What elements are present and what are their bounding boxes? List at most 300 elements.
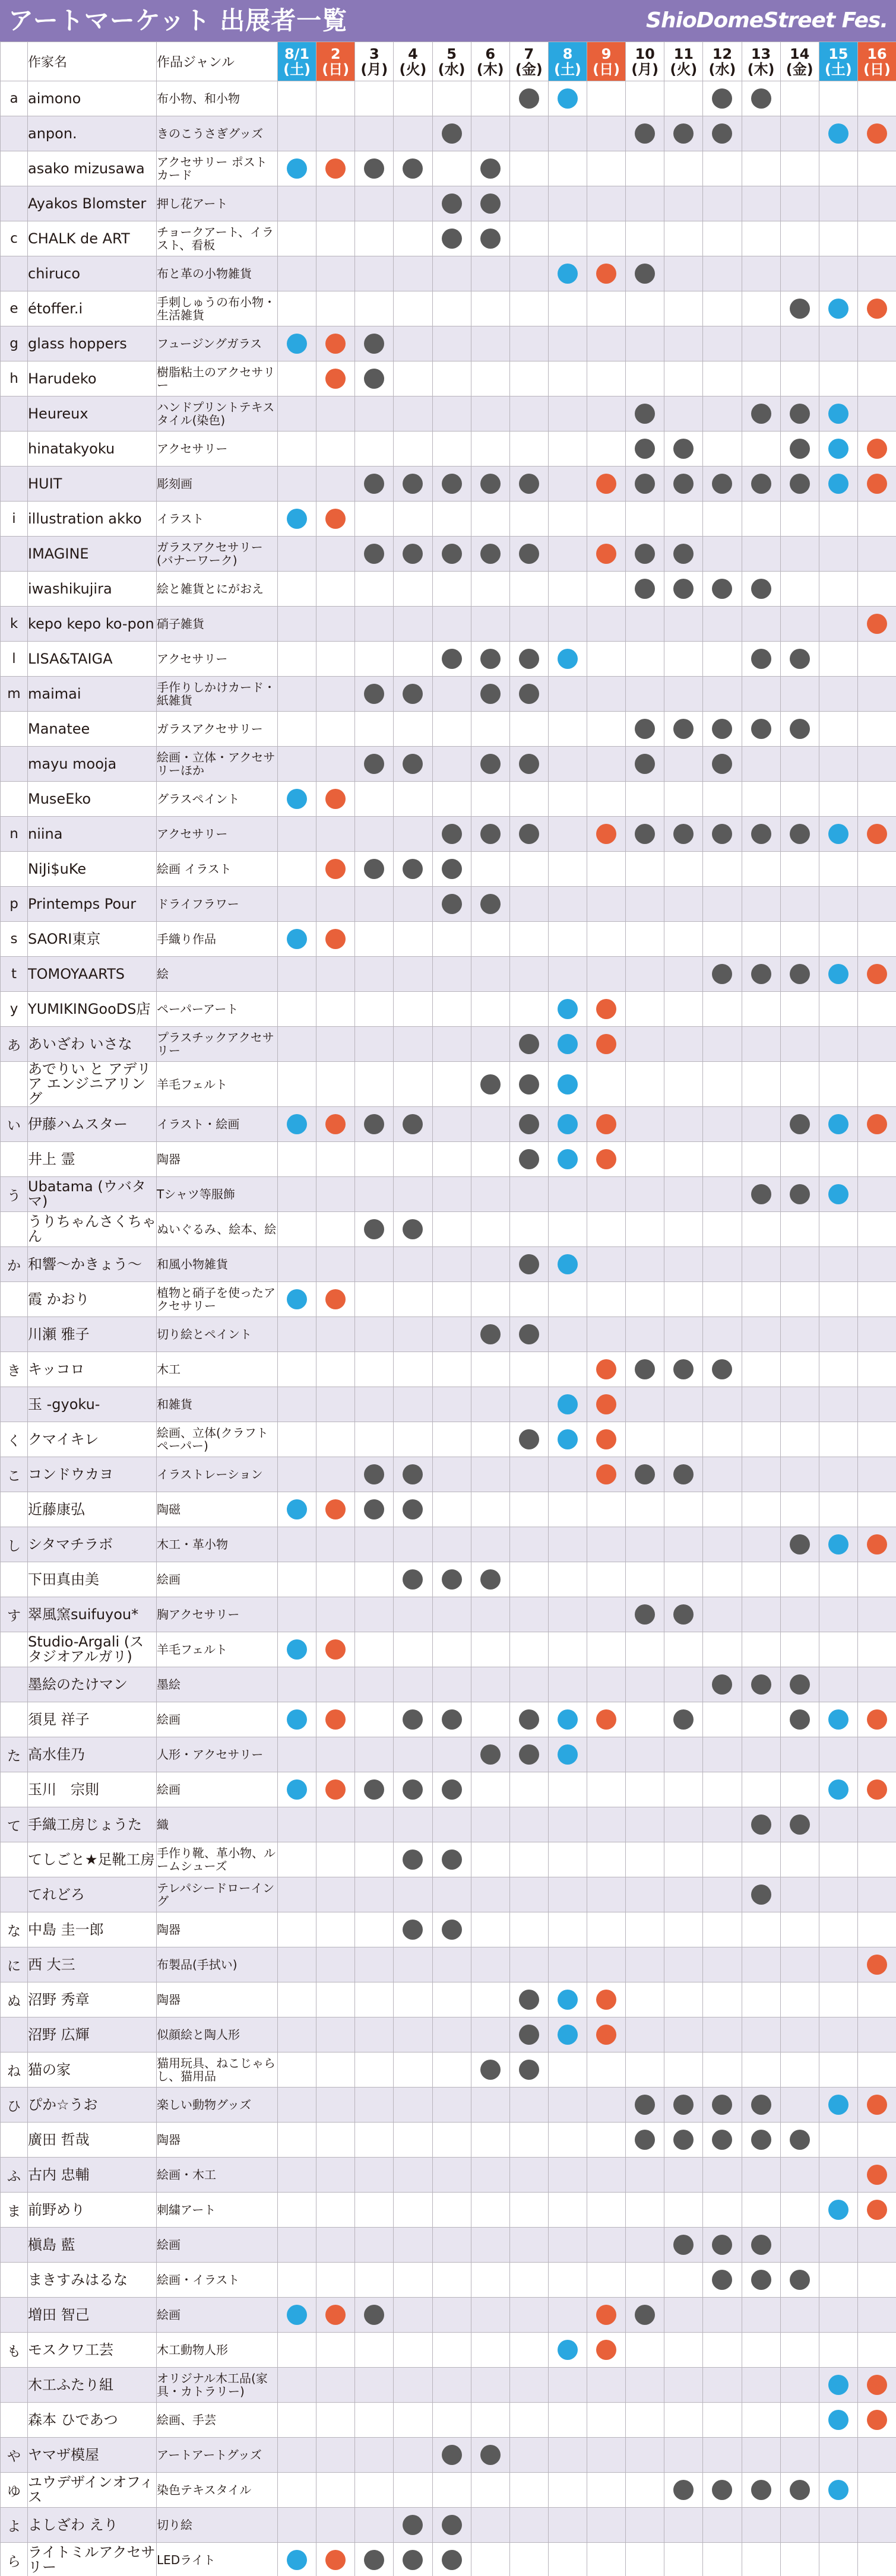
- day-cell: [355, 1527, 394, 1562]
- exhibitor-genre: 木工: [157, 1352, 278, 1387]
- day-cell: [703, 2088, 742, 2123]
- index-letter: [1, 1387, 28, 1422]
- day-cell: [626, 326, 664, 361]
- day-cell: [509, 1492, 548, 1527]
- attendance-dot-icon: [558, 1709, 578, 1730]
- table-row: [1, 572, 896, 607]
- day-cell: [742, 1492, 780, 1527]
- day-cell: [857, 1947, 896, 1982]
- day-weekday: (日): [863, 61, 891, 78]
- day-cell: [394, 1667, 432, 1702]
- exhibitor-genre: 陶器: [157, 2123, 278, 2158]
- day-cell: [742, 326, 780, 361]
- day-cell: [278, 467, 316, 502]
- table-row: [1, 957, 896, 992]
- day-cell: [432, 1212, 471, 1247]
- day-cell: [742, 2473, 780, 2508]
- day-cell: [780, 957, 819, 992]
- attendance-dot-icon: [403, 1920, 423, 1940]
- attendance-dot-icon: [790, 1814, 810, 1835]
- exhibitor-genre: 彫刻画: [157, 467, 278, 502]
- day-cell: [355, 607, 394, 642]
- exhibitor-name: コンドウカヨ: [28, 1457, 157, 1492]
- day-cell: [626, 2543, 664, 2576]
- day-cell: [587, 1142, 626, 1177]
- day-cell: [278, 116, 316, 151]
- day-cell: [394, 2088, 432, 2123]
- day-cell: [548, 2228, 587, 2263]
- exhibitor-name: 須見 祥子: [28, 1702, 157, 1737]
- day-cell: [857, 361, 896, 396]
- day-cell: [780, 1562, 819, 1597]
- exhibitor-genre: 押し花アート: [157, 186, 278, 221]
- day-cell: [626, 1492, 664, 1527]
- day-cell: [509, 2438, 548, 2473]
- day-cell: [278, 1317, 316, 1352]
- attendance-dot-icon: [867, 1955, 887, 1975]
- day-header: [509, 42, 548, 81]
- day-cell: [548, 1247, 587, 1282]
- day-cell: [278, 2052, 316, 2088]
- day-cell: [742, 1142, 780, 1177]
- day-cell: [626, 1062, 664, 1107]
- day-cell: [548, 1877, 587, 1912]
- day-cell: [355, 2052, 394, 2088]
- day-weekday: (木): [476, 61, 504, 78]
- day-cell: [548, 2158, 587, 2193]
- index-letter: ゆ: [1, 2473, 28, 2508]
- day-cell: [355, 186, 394, 221]
- day-cell: [857, 782, 896, 817]
- day-cell: [819, 186, 857, 221]
- day-cell: [703, 887, 742, 922]
- day-cell: [703, 2508, 742, 2543]
- exhibitor-name: 手織工房じょうた: [28, 1807, 157, 1842]
- day-cell: [394, 1912, 432, 1947]
- day-cell: [509, 361, 548, 396]
- index-letter: あ: [1, 1027, 28, 1062]
- day-cell: [742, 1632, 780, 1667]
- exhibitor-genre: 切り絵: [157, 2508, 278, 2543]
- day-cell: [394, 747, 432, 782]
- day-cell: [471, 151, 509, 186]
- day-cell: [626, 1562, 664, 1597]
- attendance-dot-icon: [442, 2445, 462, 2465]
- day-cell: [432, 2193, 471, 2228]
- attendance-dot-icon: [751, 1885, 771, 1905]
- brand-logo: ShioDomeStreet Fes.: [646, 8, 888, 33]
- day-cell: [664, 1352, 703, 1387]
- day-cell: [355, 2017, 394, 2052]
- attendance-dot-icon: [403, 2515, 423, 2535]
- day-cell: [471, 992, 509, 1027]
- index-letter: く: [1, 1422, 28, 1457]
- day-cell: [587, 2543, 626, 2576]
- day-cell: [626, 1387, 664, 1422]
- day-cell: [780, 186, 819, 221]
- index-letter: [1, 1317, 28, 1352]
- day-cell: [432, 1597, 471, 1632]
- exhibitor-genre: ぬいぐるみ、絵本、絵: [157, 1212, 278, 1247]
- day-weekday: (火): [399, 61, 427, 78]
- attendance-dot-icon: [287, 1709, 307, 1730]
- day-cell: [278, 642, 316, 677]
- day-cell: [316, 1317, 355, 1352]
- index-letter: [1, 432, 28, 467]
- index-letter: [1, 396, 28, 432]
- day-cell: [394, 992, 432, 1027]
- day-cell: [742, 1562, 780, 1597]
- exhibitor-genre: ペーパーアート: [157, 992, 278, 1027]
- day-cell: [509, 1422, 548, 1457]
- day-cell: [626, 502, 664, 537]
- day-cell: [780, 2473, 819, 2508]
- day-cell: [703, 1062, 742, 1107]
- day-cell: [471, 887, 509, 922]
- attendance-dot-icon: [673, 2480, 694, 2500]
- index-letter: [1, 1062, 28, 1107]
- day-cell: [394, 1422, 432, 1457]
- day-cell: [587, 396, 626, 432]
- day-cell: [471, 291, 509, 326]
- attendance-dot-icon: [828, 824, 848, 844]
- day-cell: [355, 1912, 394, 1947]
- day-cell: [626, 2228, 664, 2263]
- day-cell: [857, 1527, 896, 1562]
- header-bar: [0, 0, 896, 42]
- day-cell: [509, 992, 548, 1027]
- exhibitor-genre: 絵画: [157, 2228, 278, 2263]
- attendance-dot-icon: [867, 2200, 887, 2220]
- day-cell: [626, 1982, 664, 2017]
- attendance-dot-icon: [442, 2550, 462, 2570]
- day-cell: [664, 2543, 703, 2576]
- day-cell: [819, 1352, 857, 1387]
- day-cell: [509, 1632, 548, 1667]
- day-cell: [471, 782, 509, 817]
- exhibitor-name: ヤマザ模屋: [28, 2438, 157, 2473]
- day-cell: [664, 2438, 703, 2473]
- exhibitor-genre: 陶器: [157, 1142, 278, 1177]
- day-cell: [819, 1027, 857, 1062]
- day-cell: [703, 2368, 742, 2403]
- attendance-dot-icon: [712, 579, 732, 599]
- table-row: [1, 1807, 896, 1842]
- attendance-dot-icon: [751, 474, 771, 494]
- attendance-dot-icon: [287, 509, 307, 529]
- day-cell: [703, 81, 742, 116]
- day-cell: [394, 2263, 432, 2298]
- day-cell: [819, 537, 857, 572]
- exhibitor-genre: 猫用玩具、ねこじゃらし、猫用品: [157, 2052, 278, 2088]
- day-cell: [819, 2193, 857, 2228]
- exhibitor-name: CHALK de ART: [28, 221, 157, 256]
- day-date: 8/1: [284, 45, 310, 62]
- day-cell: [819, 1772, 857, 1807]
- day-cell: [857, 116, 896, 151]
- day-cell: [394, 2543, 432, 2576]
- day-cell: [316, 291, 355, 326]
- day-cell: [742, 887, 780, 922]
- day-cell: [548, 572, 587, 607]
- table-row: [1, 1737, 896, 1772]
- day-cell: [278, 2228, 316, 2263]
- day-cell: [548, 1632, 587, 1667]
- attendance-dot-icon: [867, 439, 887, 459]
- exhibitor-genre: 絵画: [157, 1772, 278, 1807]
- attendance-dot-icon: [790, 439, 810, 459]
- day-cell: [587, 1737, 626, 1772]
- day-cell: [587, 2438, 626, 2473]
- day-cell: [664, 2193, 703, 2228]
- day-cell: [471, 572, 509, 607]
- day-cell: [664, 1107, 703, 1142]
- attendance-dot-icon: [364, 1219, 384, 1239]
- day-cell: [278, 1062, 316, 1107]
- day-cell: [394, 922, 432, 957]
- day-cell: [509, 887, 548, 922]
- attendance-dot-icon: [442, 859, 462, 879]
- index-letter: [1, 782, 28, 817]
- day-cell: [509, 2543, 548, 2576]
- day-cell: [394, 2193, 432, 2228]
- day-cell: [857, 1982, 896, 2017]
- day-header: [587, 42, 626, 81]
- attendance-dot-icon: [596, 1464, 616, 1484]
- day-cell: [355, 256, 394, 291]
- table-row: [1, 2368, 896, 2403]
- day-cell: [278, 1387, 316, 1422]
- day-cell: [587, 1317, 626, 1352]
- day-cell: [548, 467, 587, 502]
- attendance-dot-icon: [673, 1359, 694, 1379]
- day-cell: [394, 852, 432, 887]
- day-cell: [432, 2017, 471, 2052]
- day-cell: [587, 782, 626, 817]
- day-cell: [471, 1457, 509, 1492]
- day-cell: [780, 326, 819, 361]
- day-cell: [703, 361, 742, 396]
- attendance-dot-icon: [442, 1569, 462, 1590]
- day-cell: [626, 151, 664, 186]
- day-cell: [742, 677, 780, 712]
- day-cell: [394, 642, 432, 677]
- day-cell: [819, 1387, 857, 1422]
- attendance-dot-icon: [325, 509, 346, 529]
- day-cell: [626, 1597, 664, 1632]
- attendance-dot-icon: [867, 474, 887, 494]
- exhibitor-name: 西 大三: [28, 1947, 157, 1982]
- day-cell: [819, 2017, 857, 2052]
- day-cell: [587, 2017, 626, 2052]
- attendance-dot-icon: [673, 2130, 694, 2150]
- day-cell: [626, 1807, 664, 1842]
- day-cell: [471, 1282, 509, 1317]
- attendance-dot-icon: [480, 824, 501, 844]
- table-header-row: [1, 42, 896, 81]
- day-cell: [355, 432, 394, 467]
- attendance-dot-icon: [596, 2305, 616, 2325]
- day-cell: [626, 2403, 664, 2438]
- day-cell: [471, 1632, 509, 1667]
- day-cell: [394, 1947, 432, 1982]
- day-cell: [278, 186, 316, 221]
- day-cell: [471, 537, 509, 572]
- day-cell: [316, 467, 355, 502]
- attendance-dot-icon: [519, 2025, 539, 2045]
- attendance-dot-icon: [596, 1034, 616, 1054]
- day-cell: [509, 2403, 548, 2438]
- attendance-dot-icon: [635, 579, 655, 599]
- day-cell: [355, 2123, 394, 2158]
- day-cell: [703, 607, 742, 642]
- attendance-dot-icon: [712, 1674, 732, 1695]
- day-cell: [471, 1212, 509, 1247]
- day-cell: [471, 922, 509, 957]
- exhibitor-name: Ayakos Blomster: [28, 186, 157, 221]
- day-cell: [509, 2158, 548, 2193]
- attendance-dot-icon: [635, 2095, 655, 2115]
- day-header: [471, 42, 509, 81]
- attendance-dot-icon: [519, 754, 539, 774]
- day-cell: [587, 1947, 626, 1982]
- attendance-dot-icon: [480, 894, 501, 914]
- exhibitor-genre: アクセサリー: [157, 432, 278, 467]
- day-cell: [509, 1527, 548, 1562]
- day-cell: [278, 2333, 316, 2368]
- attendance-dot-icon: [558, 1429, 578, 1449]
- day-weekday: (金): [786, 61, 813, 78]
- attendance-dot-icon: [596, 2025, 616, 2045]
- day-date: 15: [828, 45, 848, 62]
- exhibitor-genre: 織: [157, 1807, 278, 1842]
- day-cell: [432, 1527, 471, 1562]
- day-cell: [780, 1702, 819, 1737]
- table-row: [1, 1027, 896, 1062]
- day-cell: [587, 291, 626, 326]
- index-letter: [1, 2368, 28, 2403]
- attendance-dot-icon: [596, 999, 616, 1019]
- day-cell: [316, 1912, 355, 1947]
- day-cell: [316, 81, 355, 116]
- day-cell: [857, 291, 896, 326]
- day-cell: [471, 1107, 509, 1142]
- day-cell: [509, 1737, 548, 1772]
- day-cell: [432, 2543, 471, 2576]
- day-cell: [432, 1562, 471, 1597]
- day-cell: [548, 1212, 587, 1247]
- exhibitor-genre: 硝子雑貨: [157, 607, 278, 642]
- index-letter: ぬ: [1, 1982, 28, 2017]
- day-cell: [664, 116, 703, 151]
- day-cell: [471, 2333, 509, 2368]
- day-cell: [857, 2508, 896, 2543]
- day-cell: [703, 1667, 742, 1702]
- day-cell: [857, 1737, 896, 1772]
- attendance-dot-icon: [867, 1709, 887, 1730]
- day-cell: [664, 2088, 703, 2123]
- day-cell: [626, 116, 664, 151]
- day-cell: [432, 467, 471, 502]
- attendance-dot-icon: [828, 1534, 848, 1555]
- index-letter: ひ: [1, 2088, 28, 2123]
- index-letter: [1, 852, 28, 887]
- day-cell: [703, 1842, 742, 1877]
- day-cell: [432, 2438, 471, 2473]
- attendance-dot-icon: [790, 1114, 810, 1134]
- day-cell: [819, 1247, 857, 1282]
- day-cell: [394, 2228, 432, 2263]
- attendance-dot-icon: [325, 369, 346, 389]
- attendance-dot-icon: [673, 719, 694, 739]
- day-cell: [819, 1947, 857, 1982]
- day-cell: [394, 467, 432, 502]
- day-cell: [509, 1877, 548, 1912]
- day-cell: [432, 2298, 471, 2333]
- table-row: [1, 1702, 896, 1737]
- day-cell: [432, 782, 471, 817]
- day-date: 3: [369, 45, 379, 62]
- day-cell: [664, 186, 703, 221]
- attendance-dot-icon: [712, 719, 732, 739]
- day-cell: [548, 2017, 587, 2052]
- attendance-dot-icon: [558, 2340, 578, 2360]
- day-cell: [548, 116, 587, 151]
- attendance-dot-icon: [596, 1394, 616, 1414]
- attendance-dot-icon: [751, 2235, 771, 2255]
- day-cell: [819, 396, 857, 432]
- day-cell: [587, 817, 626, 852]
- day-cell: [664, 2017, 703, 2052]
- day-cell: [703, 747, 742, 782]
- attendance-dot-icon: [635, 439, 655, 459]
- attendance-dot-icon: [828, 439, 848, 459]
- day-cell: [587, 1387, 626, 1422]
- day-date: 8: [562, 45, 573, 62]
- day-cell: [780, 1632, 819, 1667]
- day-cell: [857, 1247, 896, 1282]
- attendance-dot-icon: [635, 719, 655, 739]
- exhibitor-name: Harudeko: [28, 361, 157, 396]
- day-cell: [471, 116, 509, 151]
- day-cell: [432, 2403, 471, 2438]
- day-cell: [742, 81, 780, 116]
- day-cell: [316, 1352, 355, 1387]
- day-cell: [780, 1877, 819, 1912]
- day-cell: [316, 2298, 355, 2333]
- attendance-dot-icon: [596, 544, 616, 564]
- day-cell: [587, 467, 626, 502]
- attendance-dot-icon: [325, 1499, 346, 1519]
- day-cell: [664, 712, 703, 747]
- day-cell: [432, 256, 471, 291]
- day-cell: [355, 922, 394, 957]
- table-row: [1, 2193, 896, 2228]
- day-cell: [626, 1027, 664, 1062]
- day-cell: [471, 1387, 509, 1422]
- day-cell: [626, 467, 664, 502]
- day-cell: [355, 1177, 394, 1212]
- exhibitor-name: asako mizusawa: [28, 151, 157, 186]
- day-cell: [819, 467, 857, 502]
- exhibitor-genre: 布製品(手拭い): [157, 1947, 278, 1982]
- index-letter: p: [1, 887, 28, 922]
- day-cell: [471, 817, 509, 852]
- day-cell: [703, 1877, 742, 1912]
- attendance-dot-icon: [325, 1709, 346, 1730]
- day-cell: [626, 186, 664, 221]
- exhibitor-genre: 木工・革小物: [157, 1527, 278, 1562]
